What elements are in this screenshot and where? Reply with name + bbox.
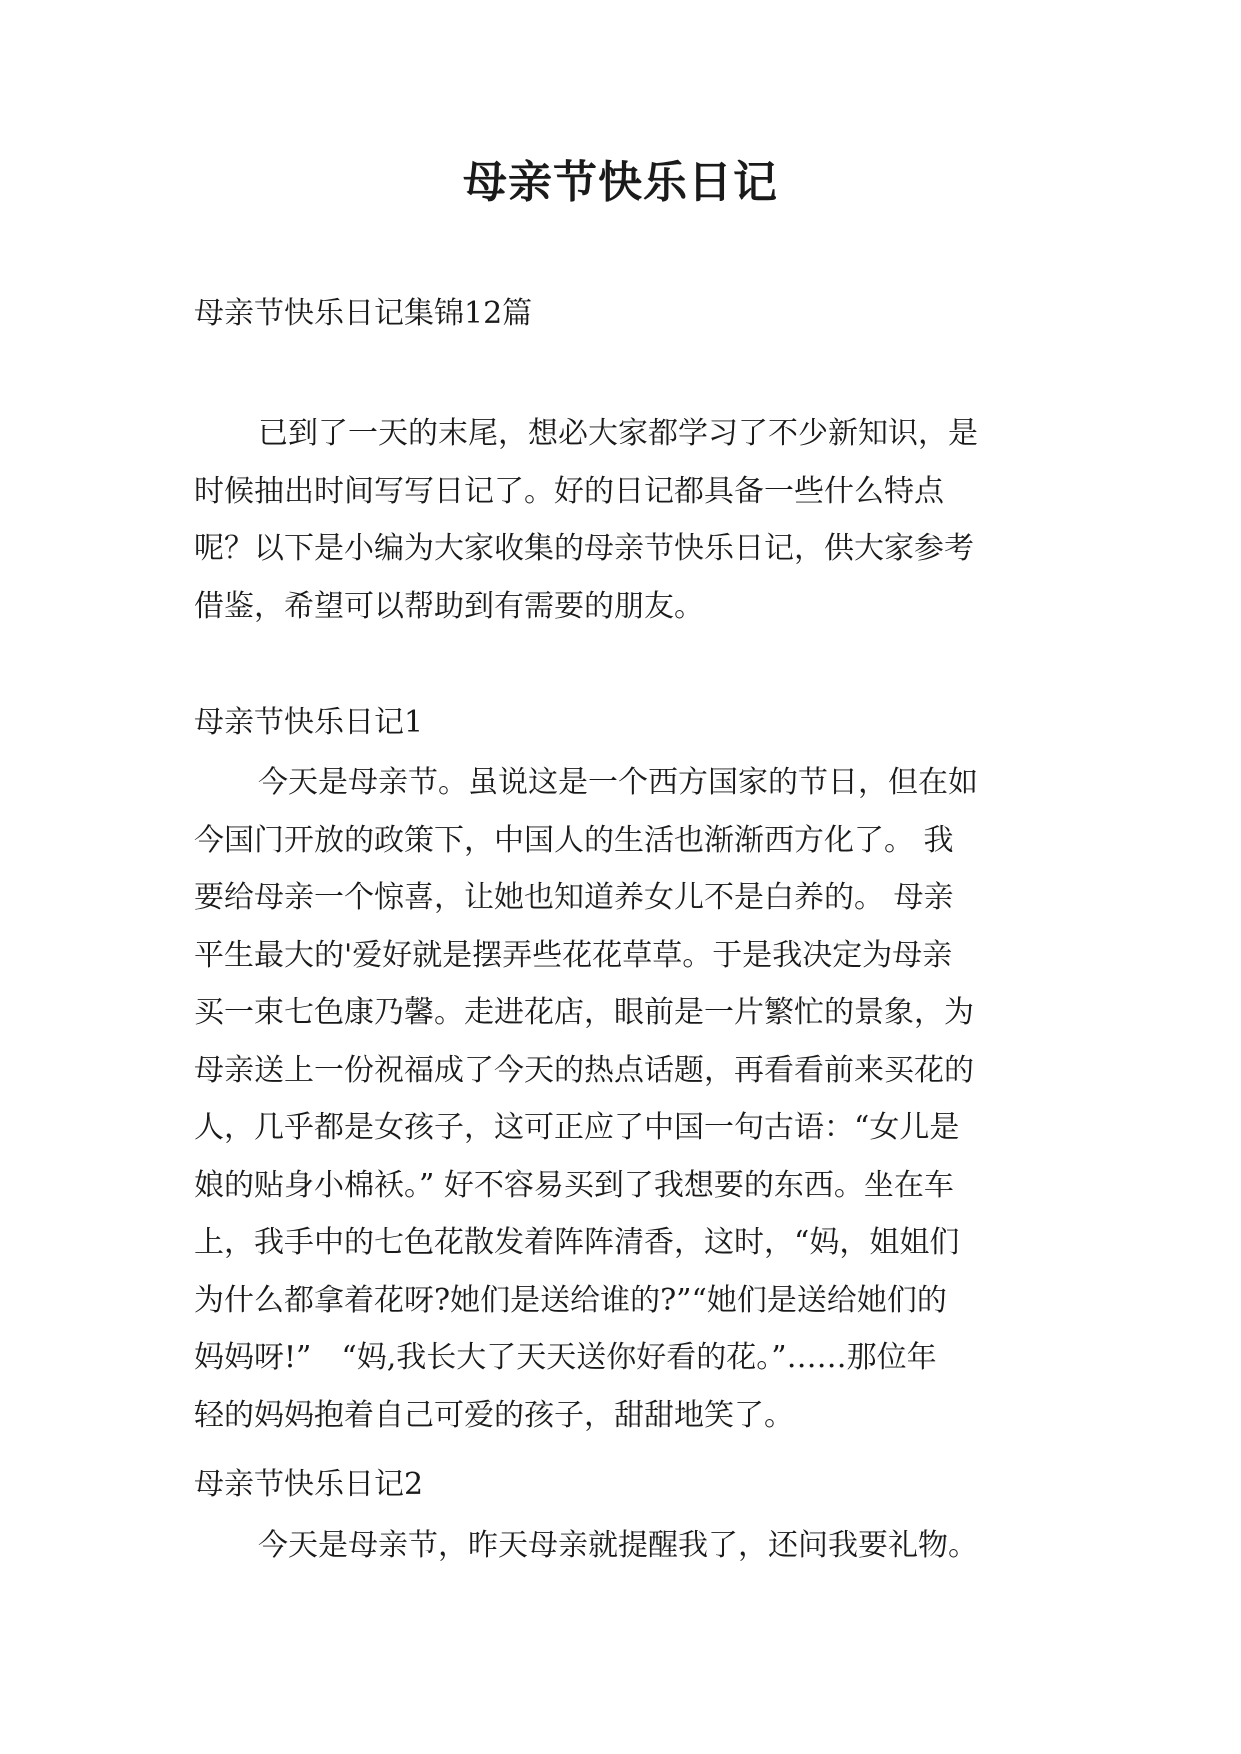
document-title: 母亲节快乐日记: [463, 157, 778, 208]
section-heading-1: 母亲节快乐日记1: [194, 705, 424, 740]
paragraph-line: 人，几乎都是女孩子，这可正应了中国一句古语：“女儿是: [194, 1110, 960, 1145]
paragraph-line: 轻的妈妈抱着自己可爱的孩子，甜甜地笑了。: [194, 1397, 794, 1433]
section-1-paragraph: [194, 754, 1064, 1444]
section-heading-2: 母亲节快乐日记2: [194, 1467, 424, 1502]
intro-line: 呢？以下是小编为大家收集的母亲节快乐日记，供大家参考: [194, 531, 974, 566]
paragraph-line: 平生最大的'爱好就是摆弄些花花草草。于是我决定为母亲: [194, 937, 953, 973]
intro-paragraph: [194, 405, 1064, 635]
paragraph-line: 今天是母亲节。虽说这是一个西方国家的节日，但在如: [258, 765, 978, 800]
paragraph-line: 上，我手中的七色花散发着阵阵清香，这时，“妈，姐姐们: [194, 1225, 960, 1260]
intro-line: 已到了一天的末尾，想必大家都学习了不少新知识，是: [258, 416, 978, 451]
paragraph-line: 今天是母亲节，昨天母亲就提醒我了，还问我要礼物。: [258, 1528, 978, 1563]
document-subtitle: 母亲节快乐日记集锦12篇: [194, 296, 533, 331]
paragraph-line: 母亲送上一份祝福成了今天的热点话题，再看看前来买花的: [194, 1052, 974, 1088]
paragraph-line: 今国门开放的政策下，中国人的生活也渐渐西方化了。 我: [194, 822, 954, 858]
paragraph-line: 娘的贴身小棉袄。” 好不容易买到了我想要的东西。坐在车: [194, 1167, 954, 1203]
paragraph-line: 妈妈呀!” “妈,我长大了天天送你好看的花。”……那位年: [194, 1340, 937, 1375]
paragraph-line: 为什么都拿着花呀?她们是送给谁的?”“她们是送给她们的: [194, 1282, 947, 1318]
paragraph-line: 要给母亲一个惊喜，让她也知道养女儿不是白养的。 母亲: [194, 880, 954, 915]
intro-line: 时候抽出时间写写日记了。好的日记都具备一些什么特点: [194, 473, 944, 509]
paragraph-line: 买一束七色康乃馨。走进花店，眼前是一片繁忙的景象，为: [194, 995, 974, 1030]
section-2-paragraph: [194, 1517, 1064, 1575]
intro-line: 借鉴，希望可以帮助到有需要的朋友。: [194, 588, 704, 624]
